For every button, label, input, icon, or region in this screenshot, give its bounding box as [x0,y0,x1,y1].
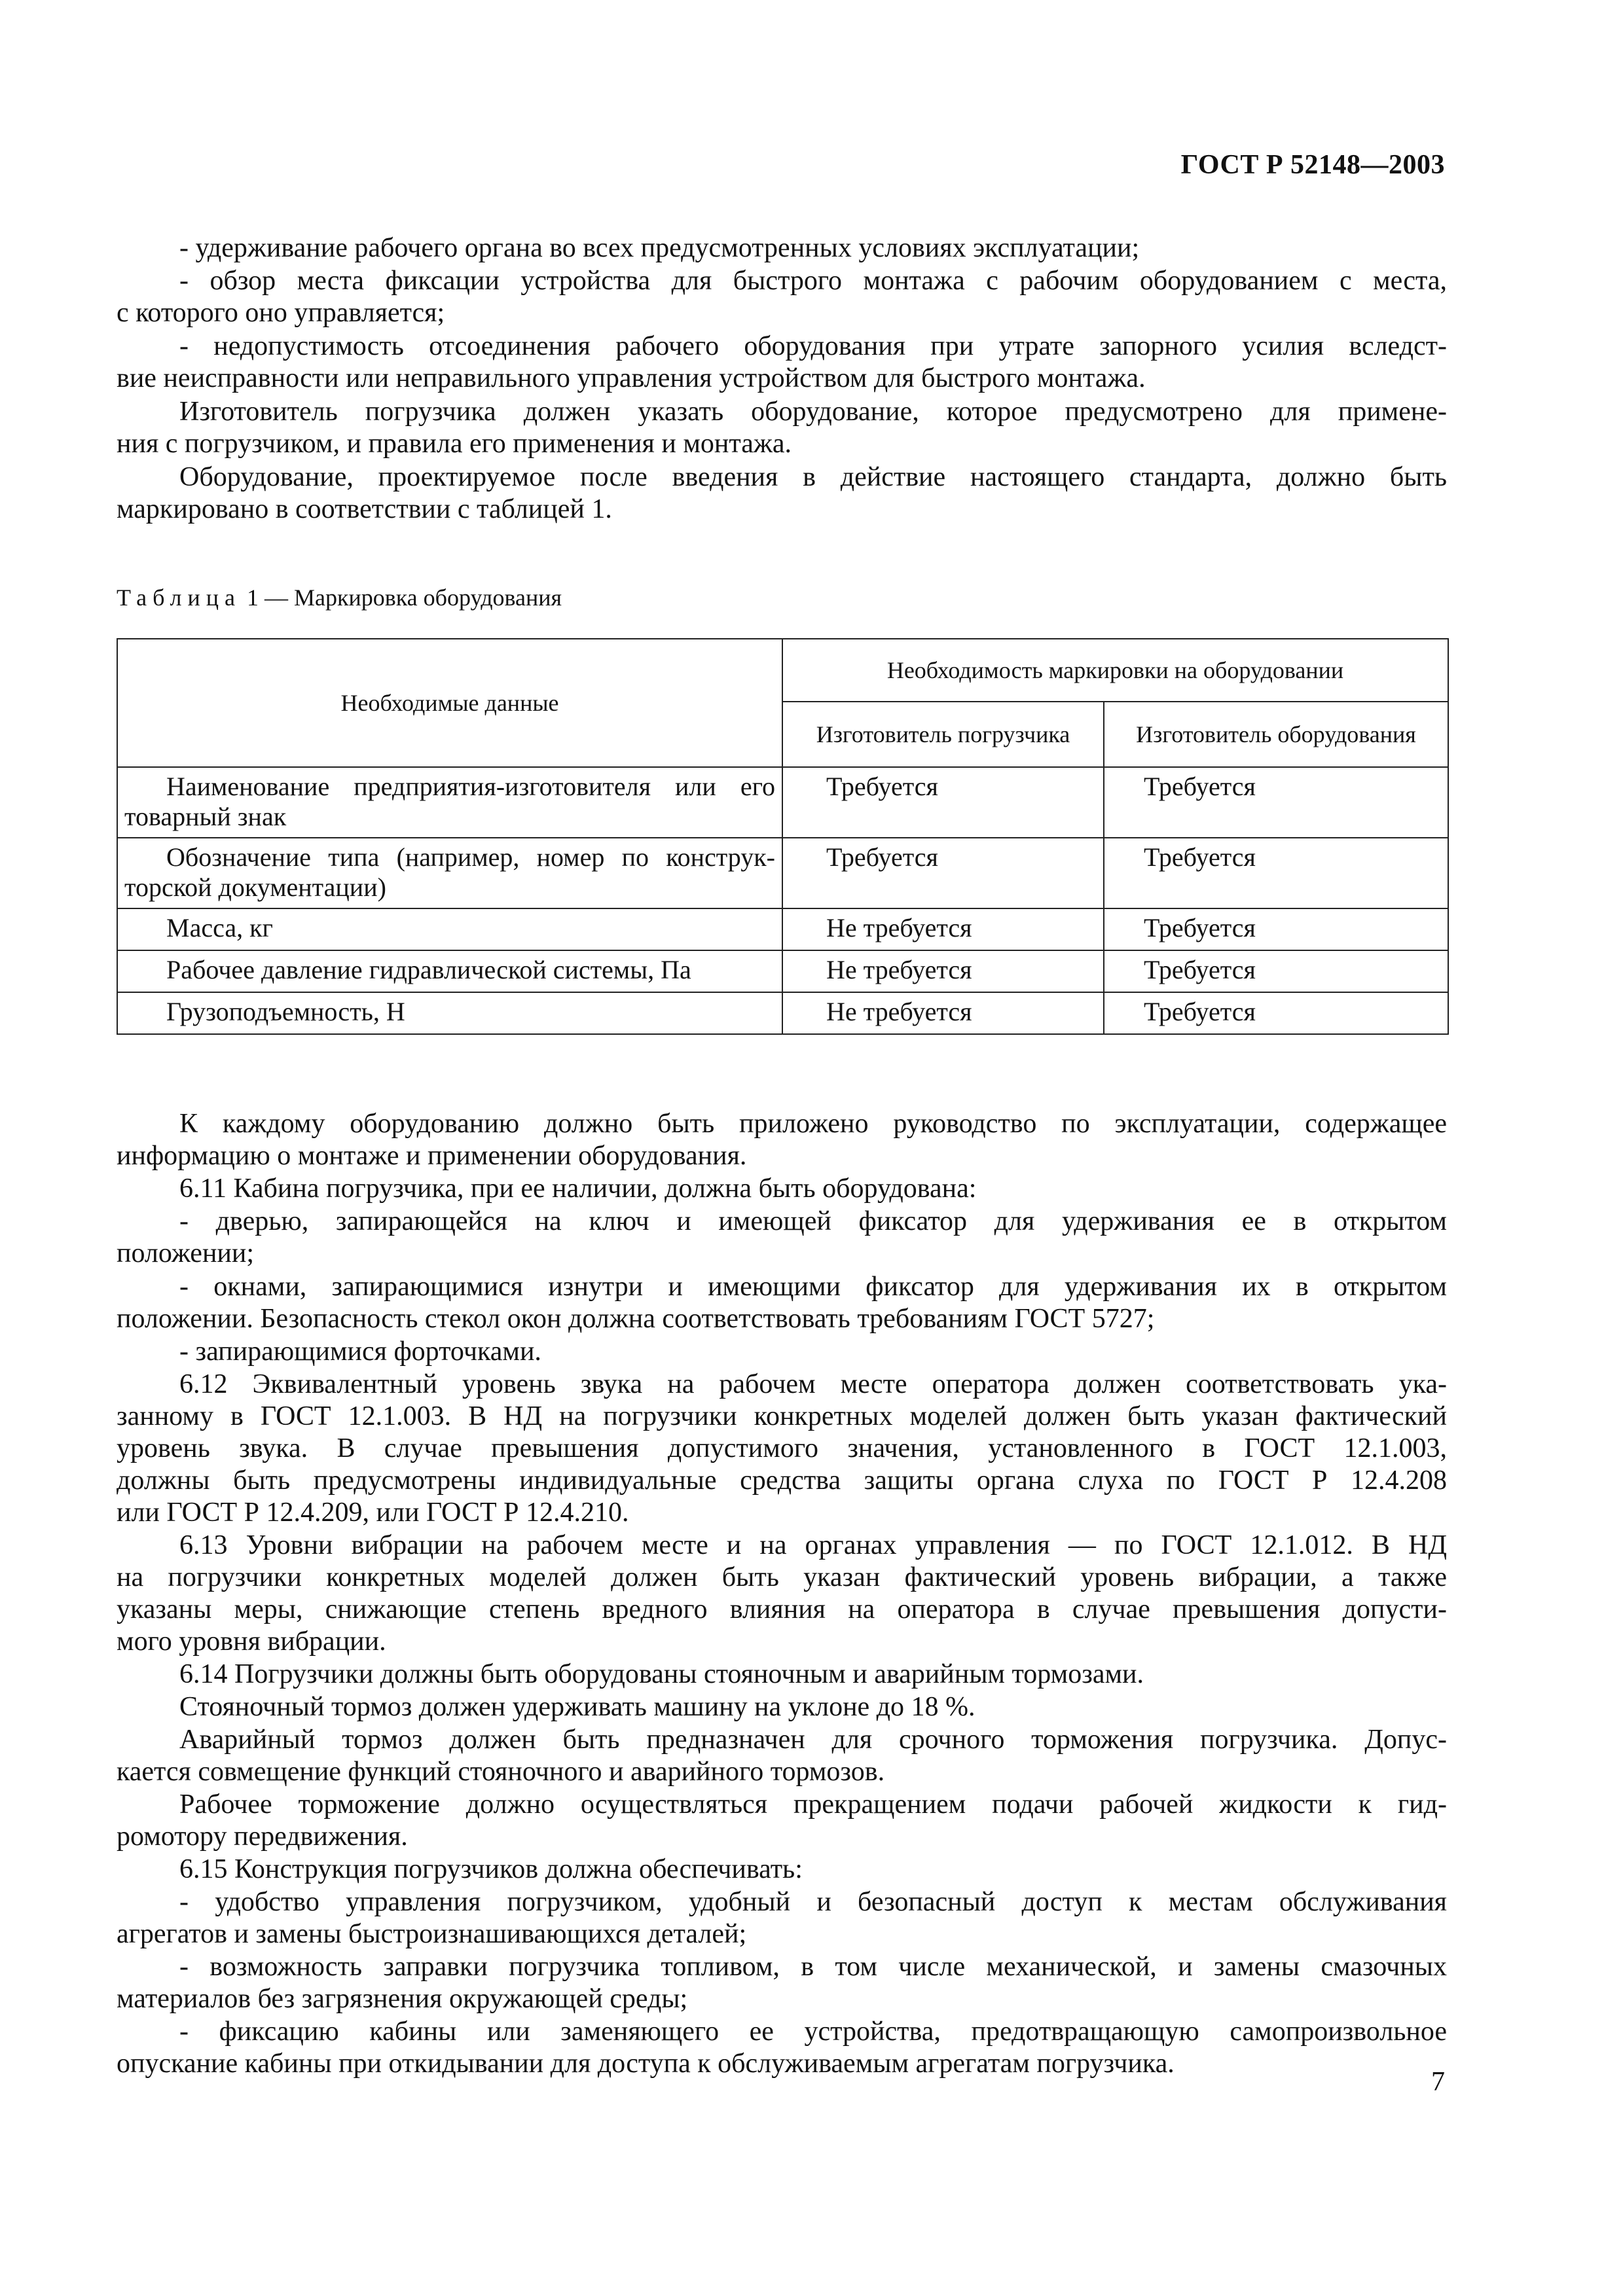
clause-6-15 [117,1854,1447,1886]
text-line: - фиксацию кабины или заменяющего ее устройства, предотвращающую самопроизвольное [179,2017,1447,2047]
cell-text-line: Обозначение типа (например, номер по конструк- [166,842,775,872]
cell-data-name [117,767,782,838]
text-line: ния с погрузчиком, и правила его применения и монтажа. [117,429,792,459]
text-line: агрегатов и замены быстроизнашивающихся деталей; [117,1919,747,1949]
text-line: - удерживание рабочего органа во всех предусмотренных условиях эксплуатации; [179,233,1140,263]
text-line: 6.14 Погрузчики должны быть оборудованы стояночным и аварийным тормозами. [179,1659,1144,1689]
table-caption-text: 1 — Маркировка оборудования [246,584,562,611]
cell-loader: Не требуется [782,992,1104,1034]
text-line: занному в ГОСТ 12.1.003. В НД на погрузчики конкретных моделей должен быть указан фактический [117,1401,1447,1431]
paragraph-manual [117,1108,1447,1140]
paragraph-equipment-marking-cont [117,493,1447,526]
cell-data-name: Масса, кг [117,908,782,950]
table-row [117,838,1448,908]
text-line: - недопустимость отсоединения рабочего оборудования при утрате запорного усилия вследст- [179,331,1447,361]
paragraph-manufacturer-equipment-cont [117,428,1447,460]
paragraph-emergency-brake-cont [117,1756,1447,1788]
table-row [117,767,1448,838]
text-line: положении. Безопасность стекол окон должна соответствовать требованиям ГОСТ 5727; [117,1304,1155,1334]
text-line: мого уровня вибрации. [117,1626,386,1657]
paragraph-service-braking [117,1789,1447,1821]
paragraph-door [117,1206,1447,1238]
header-marking-need: Необходимость маркировки на оборудовании [782,639,1448,702]
text-line: 6.11 Кабина погрузчика, при ее наличии, должна быть оборудована: [179,1174,977,1204]
text-line: с которого оно управляется; [117,298,445,328]
text-line: 6.13 Уровни вибрации на рабочем месте и на органах управления — по ГОСТ 12.1.012. В НД [179,1530,1447,1560]
clause-6-13-cont [117,1594,1447,1626]
clause-6-11 [117,1173,1447,1205]
header-loader-manufacturer: Изготовитель погрузчика [782,702,1104,767]
cell-text-line: торской документации) [124,872,386,902]
text-line: Рабочее торможение должно осуществляться прекращением подачи рабочей жидкости к гид- [179,1789,1447,1820]
paragraph-door-cont [117,1238,1447,1270]
cell-loader: Не требуется [782,950,1104,992]
cell-equipment: Требуется [1104,767,1448,838]
table-row [117,992,1448,1034]
paragraph-view-mount-point-cont [117,297,1447,329]
header-equipment-manufacturer: Изготовитель оборудования [1104,702,1448,767]
page-number: 7 [1431,2067,1445,2097]
text-line: Оборудование, проектируемое после введения в действие настоящего стандарта, должно быть [179,462,1447,492]
text-line: информацию о монтаже и применении оборудования. [117,1141,747,1171]
header-required-data: Необходимые данные [117,639,782,767]
cell-data-name: Рабочее давление гидравлической системы, Па [117,950,782,992]
cell-equipment: Требуется [1104,838,1448,908]
table-caption-label: Таблица [117,584,241,611]
text-line: вие неисправности или неправильного управления устройством для быстрого монтажа. [117,363,1146,393]
text-line: Изготовитель погрузчика должен указать оборудование, которое предусмотрено для примене- [179,397,1447,427]
paragraph-no-disconnect-cont [117,363,1447,395]
marking-table [117,638,1449,1035]
cell-equipment: Требуется [1104,908,1448,950]
clause-6-12-cont [117,1497,1447,1529]
text-line: материалов без загрязнения окружающей среды; [117,1984,688,2014]
text-line: или ГОСТ Р 12.4.209, или ГОСТ Р 12.4.210. [117,1498,629,1528]
paragraph-no-disconnect [117,331,1447,363]
cell-text-line: Наименование предприятия-изготовителя или его [166,772,775,801]
clause-6-12 [117,1369,1447,1401]
text-line: Стояночный тормоз должен удерживать машину на уклоне до 18 %. [179,1692,976,1722]
document-code: ГОСТ Р 52148—2003 [1180,150,1445,180]
text-line: - обзор места фиксации устройства для быстрого монтажа с рабочим оборудованием с места, [179,266,1447,296]
text-line: - окнами, запирающимися изнутри и имеющими фиксатор для удерживания их в открытом [179,1272,1447,1302]
text-line: - запирающимися форточками. [179,1336,541,1367]
paragraph-refuelling [117,1951,1447,1983]
paragraph-convenience [117,1886,1447,1918]
paragraph-manufacturer-equipment [117,396,1447,428]
text-line: - возможность заправки погрузчика топливом, в том числе механической, и замены смазочных [179,1952,1447,1982]
clause-6-12-cont [117,1401,1447,1433]
text-line: Аварийный тормоз должен быть предназначен для срочного торможения погрузчика. Допус- [179,1725,1447,1755]
text-line: опускание кабины при откидывании для доступа к обслуживаемым агрегатам погрузчика. [117,2049,1175,2079]
clause-6-12-cont [117,1433,1447,1465]
paragraph-emergency-brake [117,1724,1447,1756]
paragraph-cab-fixation [117,2016,1447,2048]
text-line: кается совмещение функций стояночного и аварийного тормозов. [117,1757,885,1787]
paragraph-view-mount-point [117,265,1447,297]
text-line: - дверью, запирающейся на ключ и имеющей фиксатор для удерживания ее в открытом [179,1206,1447,1236]
table-row [117,950,1448,992]
clause-6-12-cont [117,1465,1447,1497]
text-line: уровень звука. В случае превышения допустимого значения, установленного в ГОСТ 12.1.003, [117,1433,1447,1463]
cell-loader: Требуется [782,838,1104,908]
table-caption [117,584,562,611]
paragraph-refuelling-cont [117,1983,1447,2015]
text-line: ромотору передвижения. [117,1821,408,1852]
text-line: К каждому оборудованию должно быть приложено руководство по эксплуатации, содержащее [179,1109,1447,1139]
cell-loader: Требуется [782,767,1104,838]
text-line: должны быть предусмотрены индивидуальные средства защиты органа слуха по ГОСТ Р 12.4.208 [117,1465,1447,1496]
paragraph-equipment-marking [117,461,1447,493]
cell-loader: Не требуется [782,908,1104,950]
cell-data-name [117,838,782,908]
text-line: маркировано в соответствии с таблицей 1. [117,494,612,524]
clause-6-14 [117,1659,1447,1691]
text-line: - удобство управления погрузчиком, удобный и безопасный доступ к местам обслуживания [179,1887,1447,1917]
paragraph-hold-working-body [117,232,1447,264]
text-line: на погрузчики конкретных моделей должен быть указан фактический уровень вибрации, а также [117,1562,1447,1592]
paragraph-service-braking-cont [117,1821,1447,1853]
paragraph-windows-cont [117,1303,1447,1335]
paragraph-manual-cont [117,1140,1447,1172]
table-row [117,908,1448,950]
clause-6-13-cont [117,1562,1447,1594]
paragraph-windows [117,1271,1447,1303]
text-line: 6.15 Конструкция погрузчиков должна обеспечивать: [179,1854,803,1884]
cell-equipment: Требуется [1104,950,1448,992]
cell-text-line: товарный знак [124,802,287,831]
cell-data-name: Грузоподъемность, Н [117,992,782,1034]
text-line: положении; [117,1238,255,1268]
text-line: указаны меры, снижающие степень вредного влияния на оператора в случае превышения допусти- [117,1594,1447,1624]
clause-6-13-cont [117,1626,1447,1658]
clause-6-13 [117,1530,1447,1562]
paragraph-convenience-cont [117,1918,1447,1950]
paragraph-cab-fixation-cont [117,2048,1447,2080]
paragraph-vents [117,1336,1447,1368]
text-line: 6.12 Эквивалентный уровень звука на рабочем месте оператора должен соответствовать ука- [179,1369,1447,1399]
cell-equipment: Требуется [1104,992,1448,1034]
paragraph-parking-brake [117,1691,1447,1723]
